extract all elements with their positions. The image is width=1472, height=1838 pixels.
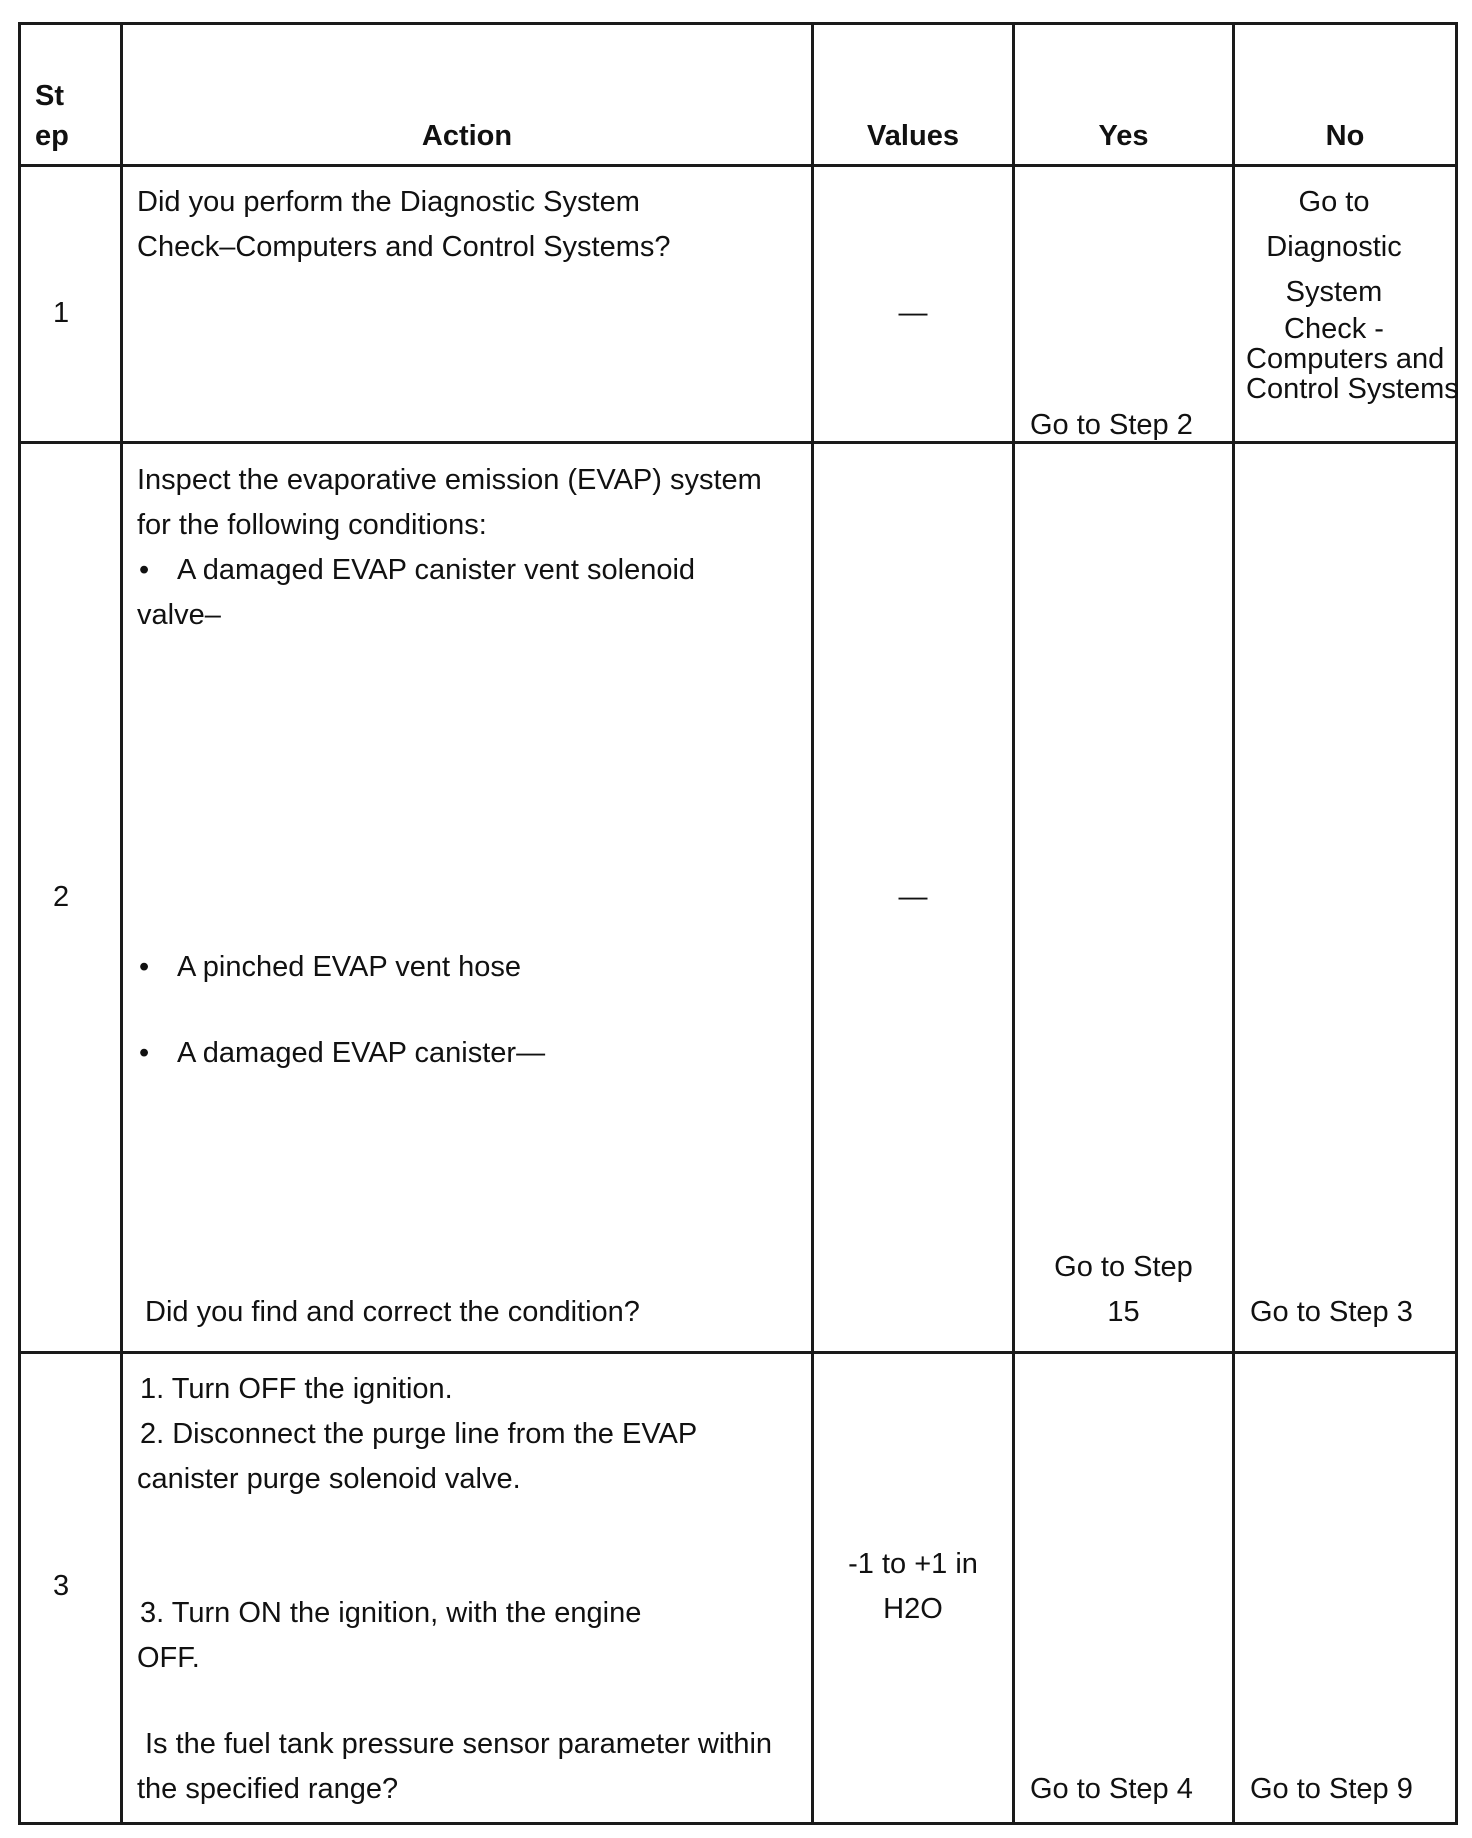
row-1-no-line-4: Check -: [1284, 313, 1384, 345]
row-2-question: Did you find and correct the condition?: [145, 1296, 640, 1328]
table-border-bottom: [18, 1822, 1458, 1825]
row-3-item-2: 2. Disconnect the purge line from the EVAP: [140, 1418, 698, 1450]
row-2-intro-line-1: Inspect the evaporative emission (EVAP) system: [137, 464, 762, 496]
row-2-step: 2: [53, 881, 70, 913]
row-2-values: —: [898, 881, 928, 913]
row-3-item-1: 1. Turn OFF the ignition.: [140, 1373, 453, 1405]
column-rule-right: [1455, 22, 1458, 1825]
row-3-item-3: 3. Turn ON the ignition, with the engine: [140, 1597, 642, 1629]
row-1-action-line-2: Check–Computers and Control Systems?: [137, 231, 671, 263]
header-divider: [18, 164, 1458, 167]
row-divider-1: [18, 441, 1458, 444]
row-1-step: 1: [53, 297, 70, 329]
row-1-no-line-2: Diagnostic: [1266, 231, 1402, 263]
row-1-values: —: [898, 297, 928, 329]
row-2-bullet-3: A damaged EVAP canister—: [177, 1037, 546, 1069]
row-1-no-line-3: System: [1285, 276, 1383, 308]
table-border-top: [18, 22, 1458, 25]
header-no: No: [1325, 120, 1365, 152]
row-2-bullet-1: A damaged EVAP canister vent solenoid: [177, 554, 696, 586]
header-yes: Yes: [1098, 120, 1149, 152]
row-2-yes-line-2: 15: [1107, 1296, 1140, 1328]
row-2-bullet-2: A pinched EVAP vent hose: [177, 951, 521, 983]
row-3-question-line-1: Is the fuel tank pressure sensor parameter within: [145, 1728, 773, 1760]
row-3-item-2-cont: canister purge solenoid valve.: [137, 1463, 521, 1495]
row-2-bullet-1-cont: valve–: [137, 599, 221, 631]
row-2-yes-line-1: Go to Step: [1054, 1251, 1193, 1283]
row-2-intro-line-2: for the following conditions:: [137, 509, 487, 541]
row-3-item-3-cont: OFF.: [137, 1642, 200, 1674]
bullet-icon: •: [139, 951, 150, 983]
header-values: Values: [867, 120, 959, 152]
row-3-question-line-2: the specified range?: [137, 1773, 399, 1805]
row-1-action-line-1: Did you perform the Diagnostic System: [137, 186, 640, 218]
bullet-icon: •: [139, 1037, 150, 1069]
row-1-yes: Go to Step 2: [1030, 409, 1193, 441]
row-1-no-line-1: Go to: [1298, 186, 1370, 218]
row-3-values-line-1: -1 to +1 in: [848, 1548, 978, 1580]
row-divider-2: [18, 1351, 1458, 1354]
bullet-icon: •: [139, 554, 150, 586]
header-action: Action: [421, 120, 513, 152]
column-rule-step-action: [120, 22, 123, 1825]
row-3-step: 3: [53, 1570, 70, 1602]
row-3-no: Go to Step 9: [1250, 1773, 1413, 1805]
header-step-line-2: ep: [35, 120, 69, 152]
row-2-no: Go to Step 3: [1250, 1296, 1413, 1328]
row-1-no-line-6: Control Systems: [1246, 373, 1459, 405]
row-3-values-line-2: H2O: [883, 1593, 943, 1625]
row-3-yes: Go to Step 4: [1030, 1773, 1193, 1805]
column-rule-values-yes: [1012, 22, 1015, 1825]
column-rule-left: [18, 22, 21, 1825]
header-step-line-1: St: [35, 80, 64, 112]
row-1-no-line-5: Computers and: [1246, 343, 1445, 375]
